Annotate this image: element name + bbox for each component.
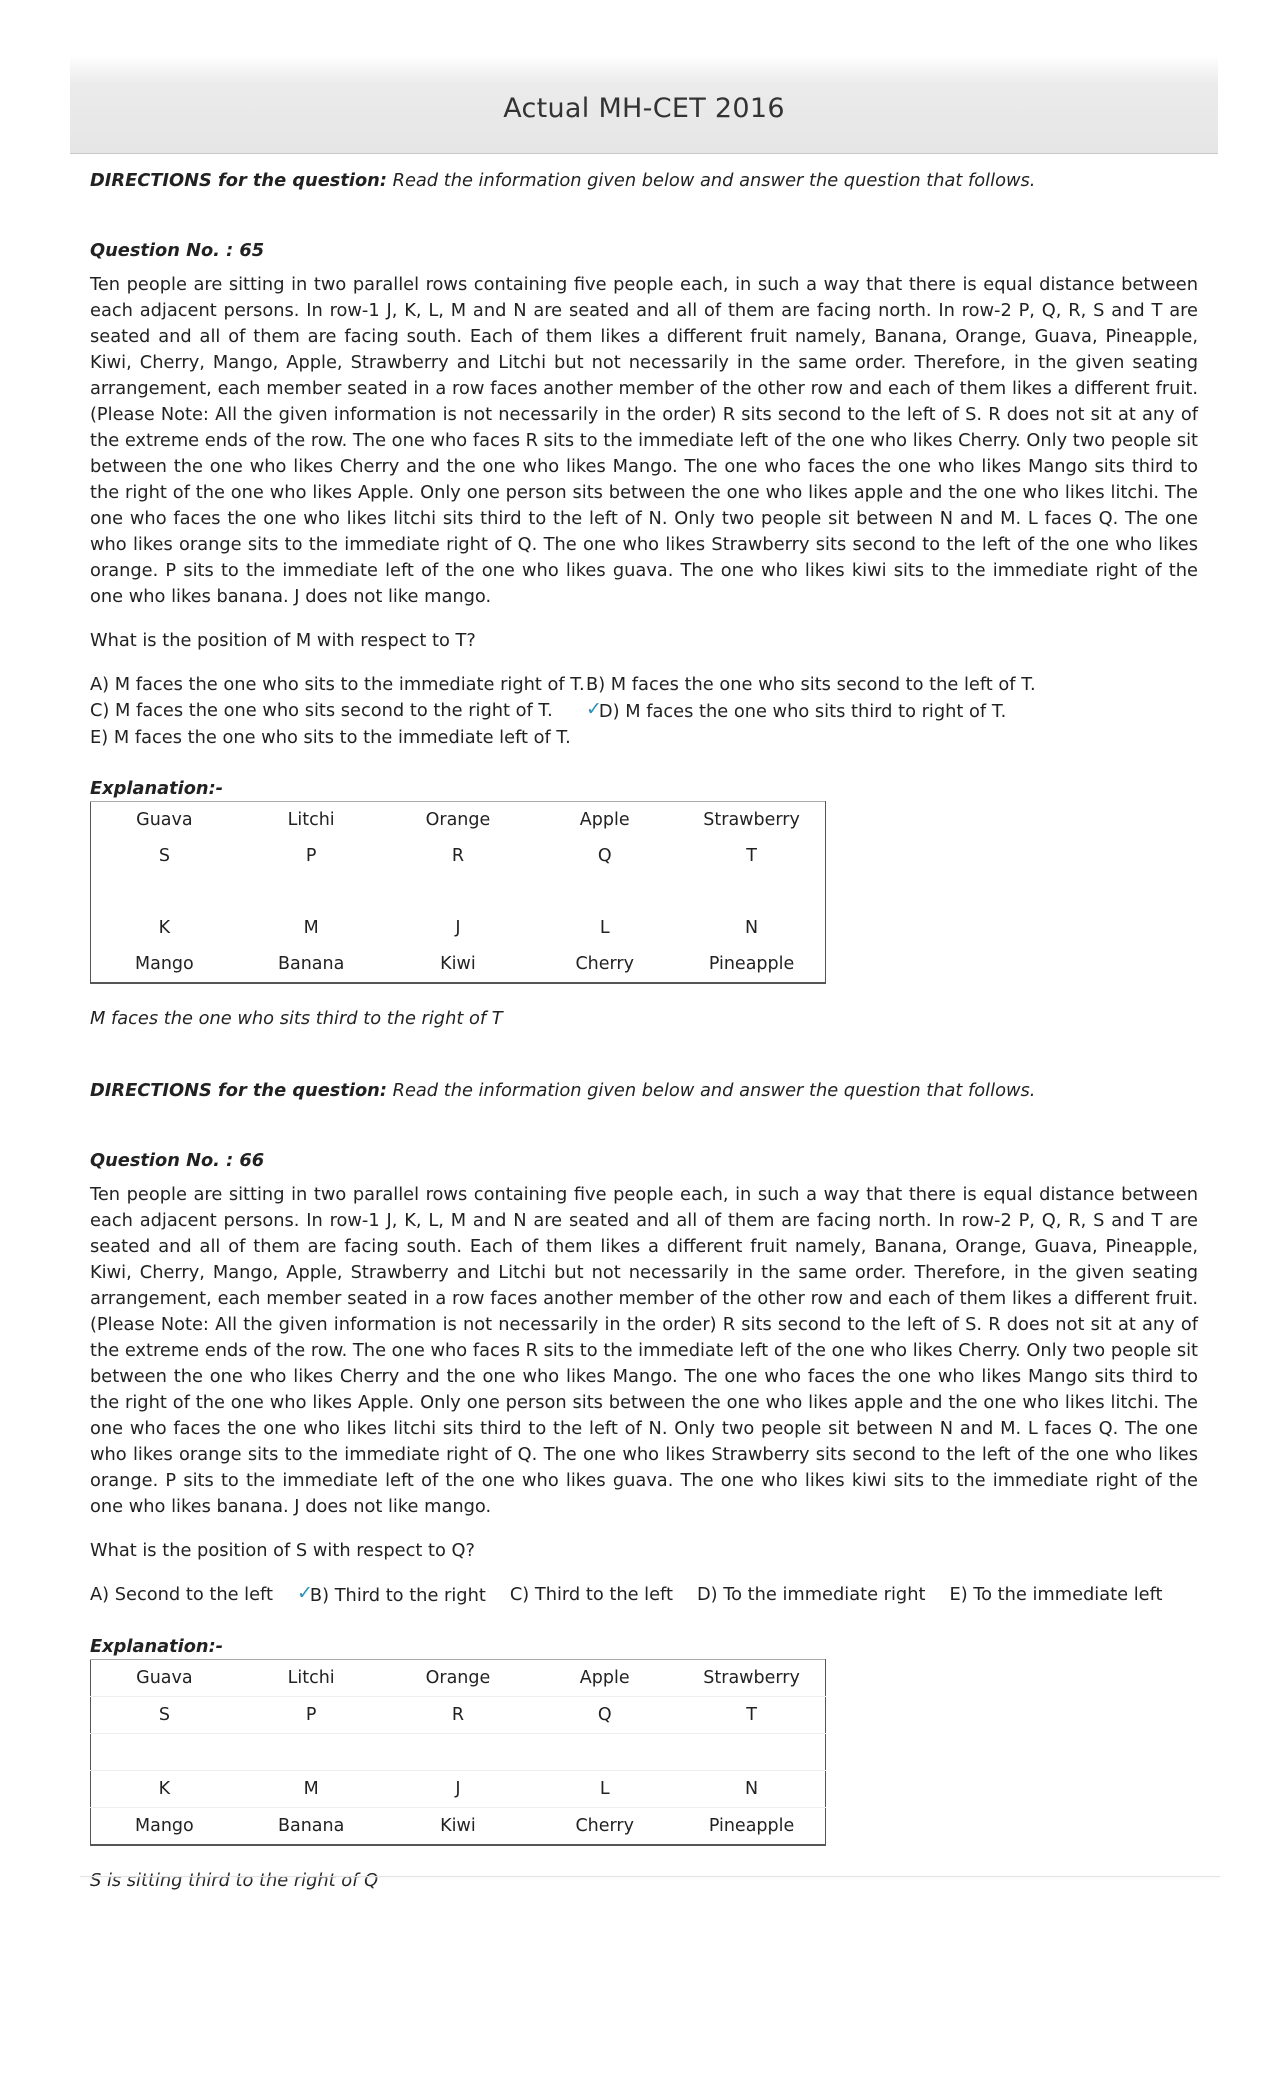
explanation-label: Explanation:- [90,778,224,799]
question-block-65 [90,168,1198,1032]
table-cell: P [305,846,317,866]
table-row [91,910,826,946]
option-a: A) Second to the left [90,1584,273,1605]
table-cell: Cherry [531,1808,678,1846]
option-a: A) M faces the one who sits to the immediate right of T. [90,674,585,695]
table-cell: Strawberry [703,1668,800,1688]
seating-table [90,801,826,984]
table-cell: K [91,1771,238,1808]
option-d: D) To the immediate right [696,1584,926,1605]
table-cell: Apple [579,1668,630,1688]
table-cell [91,874,238,910]
table-row [91,1771,826,1808]
table-row [91,1808,826,1846]
table-cell [531,874,678,910]
explanation-conclusion: S is sitting third to the right of Q [90,1870,379,1891]
table-cell: J [455,918,461,938]
explanation-label: Explanation:- [90,1636,224,1657]
page-header [70,55,1218,154]
table-cell: T [678,1697,825,1734]
option-e: E) M faces the one who sits to the immediate left of T. [90,727,571,748]
directions [90,168,1198,194]
table-cell [91,1734,238,1771]
answer-options [90,1582,1198,1609]
table-row [91,838,826,874]
table-cell: N [745,918,759,938]
table-cell: Strawberry [703,810,800,830]
table-cell: Q [597,846,612,866]
table-cell: R [385,1697,532,1734]
page-title: Actual MH-CET 2016 [503,93,785,124]
table-cell: Q [531,1697,678,1734]
option-b: B) M faces the one who sits second to the left of T. [586,674,1036,695]
table-cell: K [158,918,171,938]
table-cell [531,1734,678,1771]
checkmark-icon: ✓ [296,1582,313,1604]
table-cell: Guava [136,1668,193,1688]
table-cell: L [599,918,610,938]
table-row [91,1734,826,1771]
table-cell [678,874,825,910]
table-cell: Guava [136,810,193,830]
directions-text: Read the information given below and answer the question that follows. [392,170,1036,191]
question-number: Question No. : 65 [90,240,265,261]
table-cell: Banana [277,954,345,974]
option-d-label: D) M faces the one who sits third to right of T. [598,701,1007,722]
table-row [91,1697,826,1734]
table-cell: M [238,1771,385,1808]
option-c: C) Third to the left [509,1584,673,1605]
table-cell: Apple [579,810,630,830]
table-cell: Mango [91,1808,238,1846]
table-cell: Orange [425,1668,491,1688]
option-e: E) To the immediate left [949,1584,1163,1605]
question-number: Question No. : 66 [90,1150,265,1171]
table-cell: J [385,1771,532,1808]
table-row [91,1660,826,1697]
table-cell: L [531,1771,678,1808]
question-text: What is the position of M with respect to T? [90,630,476,651]
question-content [90,168,1198,1940]
table-cell: Orange [425,810,491,830]
table-cell: Kiwi [385,1808,532,1846]
option-c: C) M faces the one who sits second to the right of T. [90,700,553,721]
table-cell: Litchi [287,1668,335,1688]
option-d-correct [586,698,1186,725]
table-cell: S [91,1697,238,1734]
table-cell: S [158,846,170,866]
explanation-conclusion: M faces the one who sits third to the right of T [90,1008,503,1029]
directions-label: DIRECTIONS for the question: [90,170,387,191]
table-cell [238,1734,385,1771]
table-cell: R [451,846,465,866]
table-cell: T [746,846,757,866]
directions-text: Read the information given below and answer the question that follows. [392,1080,1036,1101]
table-cell: Cherry [575,954,634,974]
option-b-label: B) Third to the right [309,1585,486,1606]
table-cell: P [238,1697,385,1734]
question-block-66 [90,1078,1198,1894]
table-cell: Banana [238,1808,385,1846]
directions [90,1078,1198,1104]
table-cell [678,1734,825,1771]
checkmark-icon: ✓ [586,698,602,720]
table-row [91,802,826,839]
table-cell: Pineapple [708,954,795,974]
table-cell [385,874,532,910]
table-row [91,946,826,983]
table-cell [238,874,385,910]
table-cell: Pineapple [678,1808,825,1846]
directions-label: DIRECTIONS for the question: [90,1080,387,1101]
question-text: What is the position of S with respect to Q? [90,1540,475,1561]
option-b-correct [297,1582,486,1609]
table-cell [385,1734,532,1771]
table-cell: Kiwi [440,954,476,974]
question-passage: Ten people are sitting in two parallel rows containing five people each, in such a way that there is equal distance between each adjacent persons. In row-1 J, K, L, M and N are seated and all of them are facing north. In row-2 P, Q, R, S and T are seated and all of them are facing south. Each of them likes a different fruit namely, Banana, Orange, Guava, Pineapple, Kiwi, Cherry, Mango, Apple, Strawberry and Litchi but not necessarily in the same order. Therefore, in the given seating arrangement, each member seated in a row faces another member of the other row and each of them likes a different fruit. (Please Note: All the given information is not necessarily in the order) R sits second to the left of S. R does not sit at any of the extreme ends of the row. The one who faces R sits to the immediate left of the one who likes Cherry. Only two people sit between the one who likes Cherry and the one who likes Mango. The one who faces the one who likes Mango sits third to the right of the one who likes Apple. Only one person sits between the one who likes apple and the one who likes litchi. The one who faces the one who likes litchi sits third to the left of N. Only two people sit between N and M. L faces Q. The one who likes orange sits to the immediate right of Q. The one who likes Strawberry sits second to the left of the one who likes orange. P sits to the immediate left of the one who likes guava. The one who likes kiwi sits to the immediate right of the one who likes banana. J does not like mango. [90,1184,1198,1517]
question-passage: Ten people are sitting in two parallel rows containing five people each, in such a way that there is equal distance between each adjacent persons. In row-1 J, K, L, M and N are seated and all of them are facing north. In row-2 P, Q, R, S and T are seated and all of them are facing south. Each of them likes a different fruit namely, Banana, Orange, Guava, Pineapple, Kiwi, Cherry, Mango, Apple, Strawberry and Litchi but not necessarily in the same order. Therefore, in the given seating arrangement, each member seated in a row faces another member of the other row and each of them likes a different fruit. (Please Note: All the given information is not necessarily in the order) R sits second to the left of S. R does not sit at any of the extreme ends of the row. The one who faces R sits to the immediate left of the one who likes Cherry. Only two people sit between the one who likes Cherry and the one who likes Mango. The one who faces the one who likes Mango sits third to the right of the one who likes Apple. Only one person sits between the one who likes apple and the one who likes litchi. The one who faces the one who likes litchi sits third to the left of N. Only two people sit between N and M. L faces Q. The one who likes orange sits to the immediate right of Q. The one who likes Strawberry sits second to the left of the one who likes orange. P sits to the immediate left of the one who likes guava. The one who likes kiwi sits to the immediate right of the one who likes banana. J does not like mango. [90,274,1198,607]
footer-divider [80,1876,1220,1877]
seating-table [90,1659,826,1846]
table-row [91,874,826,910]
table-cell: M [303,918,319,938]
table-cell: N [678,1771,825,1808]
table-cell: Mango [135,954,194,974]
table-cell: Litchi [287,810,335,830]
answer-options [90,672,1198,751]
